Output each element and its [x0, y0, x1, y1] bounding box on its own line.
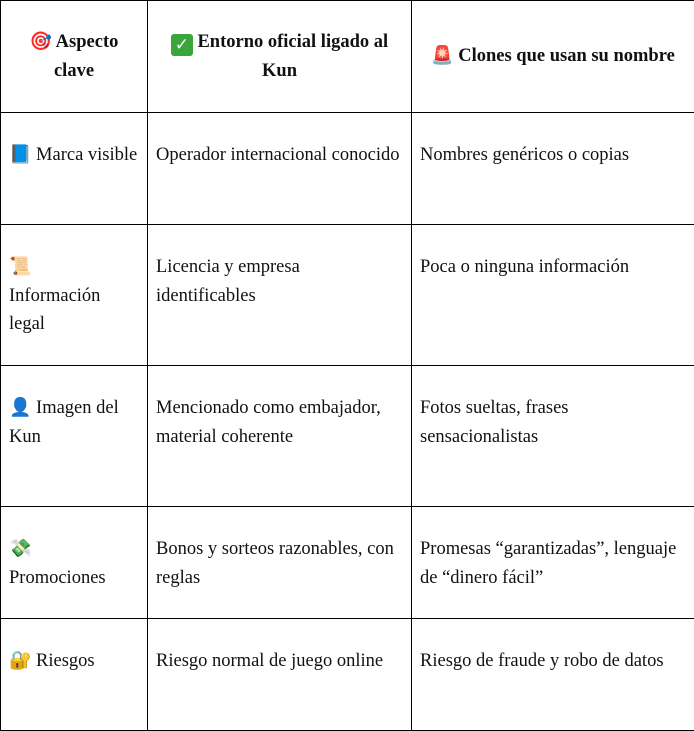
cell-clones: Promesas “garantizadas”, lenguaje de “dinero fácil” — [412, 507, 694, 619]
cell-clones: Poca o ninguna información — [412, 225, 694, 366]
table-row — [1, 619, 694, 731]
money-with-wings-icon: 💸 — [9, 538, 31, 559]
header-row — [1, 1, 694, 113]
cell-clones: Riesgo de fraude y robo de datos — [412, 619, 694, 731]
cell-aspect — [1, 366, 148, 507]
header-official — [148, 1, 412, 113]
table-row — [1, 366, 694, 507]
aspect-label: Marca visible — [36, 145, 137, 165]
cell-clones: Fotos sueltas, frases sensacionalistas — [412, 366, 694, 507]
cell-aspect — [1, 113, 148, 225]
header-official-label: Entorno oficial ligado al Kun — [197, 32, 388, 81]
lock-with-key-icon: 🔐 — [9, 650, 31, 671]
aspect-label: Promociones — [9, 568, 106, 588]
cell-official: Operador internacional conocido — [148, 113, 412, 225]
table-row — [1, 507, 694, 619]
blue-book-icon: 📘 — [9, 144, 31, 165]
scroll-icon: 📜 — [9, 256, 31, 277]
cell-official: Riesgo normal de juego online — [148, 619, 412, 731]
table-row — [1, 225, 694, 366]
aspect-label: Riesgos — [36, 651, 95, 671]
aspect-label: Imagen del Kun — [9, 398, 119, 447]
header-aspect-label: Aspecto clave — [54, 32, 118, 81]
cell-aspect — [1, 507, 148, 619]
cell-aspect — [1, 619, 148, 731]
header-aspect — [1, 1, 148, 113]
cell-aspect — [1, 225, 148, 366]
cell-clones: Nombres genéricos o copias — [412, 113, 694, 225]
cell-official: Licencia y empresa identificables — [148, 225, 412, 366]
cell-official: Mencionado como embajador, material coherente — [148, 366, 412, 507]
target-icon: 🎯 — [30, 31, 52, 52]
cell-official: Bonos y sorteos razonables, con reglas — [148, 507, 412, 619]
header-clones — [412, 1, 694, 113]
table-row — [1, 113, 694, 225]
siren-icon: 🚨 — [431, 45, 453, 66]
person-icon: 👤 — [9, 397, 31, 418]
header-clones-label: Clones que usan su nombre — [458, 46, 675, 66]
aspect-label: Información legal — [9, 286, 100, 335]
check-mark-icon: ✓ — [171, 34, 193, 56]
